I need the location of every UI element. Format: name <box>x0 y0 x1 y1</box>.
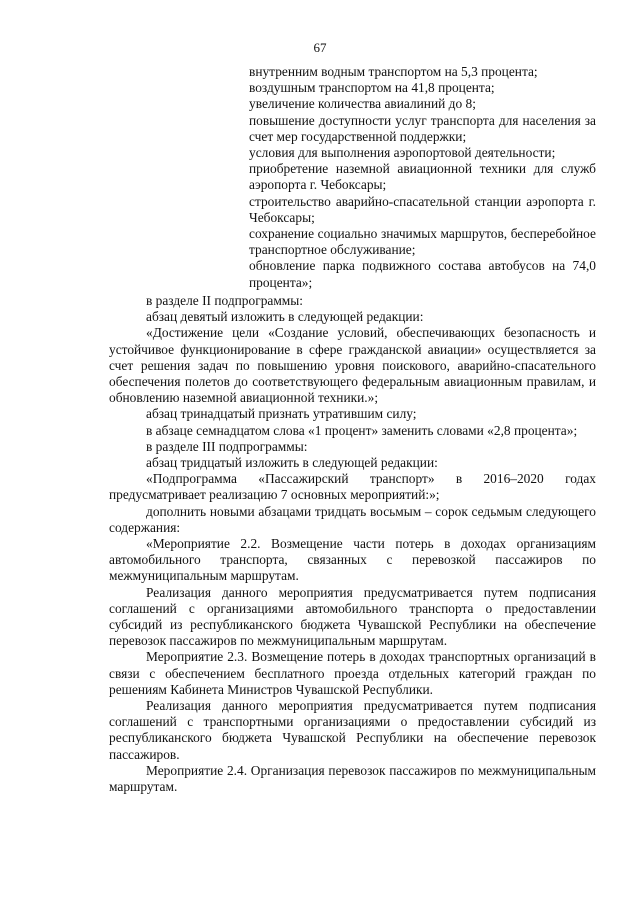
list-item: сохранение социально значимых маршрутов, бесперебойное транспортное обслуживание; <box>249 226 596 258</box>
paragraph: Мероприятие 2.3. Возмещение потерь в доходах транспортных организаций в связи с обеспечением бесплатного проезда отдельных категорий граждан по решениям Кабинета Министров Чувашской Республики. <box>109 649 596 697</box>
list-item: обновление парка подвижного состава автобусов на 74,0 процента»; <box>249 258 596 290</box>
target-indicators-list <box>249 64 596 291</box>
list-item: повышение доступности услуг транспорта для населения за счет мер государственной поддержки; <box>249 112 596 144</box>
paragraph: абзац тринадцатый признать утратившим силу; <box>146 406 417 422</box>
paragraph: абзац тридцатый изложить в следующей редакции: <box>146 455 438 471</box>
paragraph: Мероприятие 2.4. Организация перевозок пассажиров по межмуниципальным маршрутам. <box>109 762 596 795</box>
paragraph: «Мероприятие 2.2. Возмещение части потерь в доходах организациям автомобильного транспорта, связанных с перевозкой пассажиров по межмуниципальным маршрутам. <box>109 536 596 584</box>
list-item: условия для выполнения аэропортовой деятельности; <box>249 145 556 161</box>
paragraph: абзац девятый изложить в следующей редакции: <box>146 309 424 325</box>
paragraph: в абзаце семнадцатом слова «1 процент» заменить словами «2,8 процента»; <box>146 422 578 438</box>
list-item: увеличение количества авиалиний до 8; <box>249 96 476 112</box>
list-item: приобретение наземной авиационной техники для служб аэропорта г. Чебоксары; <box>249 161 596 193</box>
paragraph: «Подпрограмма «Пассажирский транспорт» в 2016–2020 годах предусматривает реализацию 7 основных мероприятий:»; <box>109 471 596 503</box>
list-item: воздушным транспортом на 41,8 процента; <box>249 80 495 96</box>
paragraph: в разделе II подпрограммы: <box>146 293 303 308</box>
list-item: строительство аварийно-спасательной станции аэропорта г. Чебоксары; <box>249 193 596 225</box>
paragraph: Реализация данного мероприятия предусматривается путем подписания соглашений с транспортными организациями о предоставлении субсидий из республиканского бюджета Чувашской Республики на обеспечение перевозок пассажиров. <box>109 698 596 762</box>
paragraph: дополнить новыми абзацами тридцать восьмым – сорок седьмым следующего содержания: <box>109 503 596 535</box>
paragraph: Реализация данного мероприятия предусматривается путем подписания соглашений с организациями автомобильного транспорта о предоставлении субсидий из республиканского бюджета Чувашской Республики на обеспечение перевозок пассажиров по межмуниципальным маршрутам. <box>109 584 596 649</box>
list-item: внутренним водным транспортом на 5,3 процента; <box>249 64 538 79</box>
page-number: 67 <box>313 40 327 55</box>
paragraph: в разделе III подпрограммы: <box>146 438 308 454</box>
paragraph: «Достижение цели «Создание условий, обеспечивающих безопасность и устойчивое функционирование в сфере гражданской авиации» осуществляется за счет решения задач по повышению уровня поискового, аварийно-спасательного обеспечения полетов до соответствующего федеральным авиационным правилам, и обновлению наземной авиационной техники.»; <box>109 325 596 406</box>
document-body <box>109 293 596 795</box>
